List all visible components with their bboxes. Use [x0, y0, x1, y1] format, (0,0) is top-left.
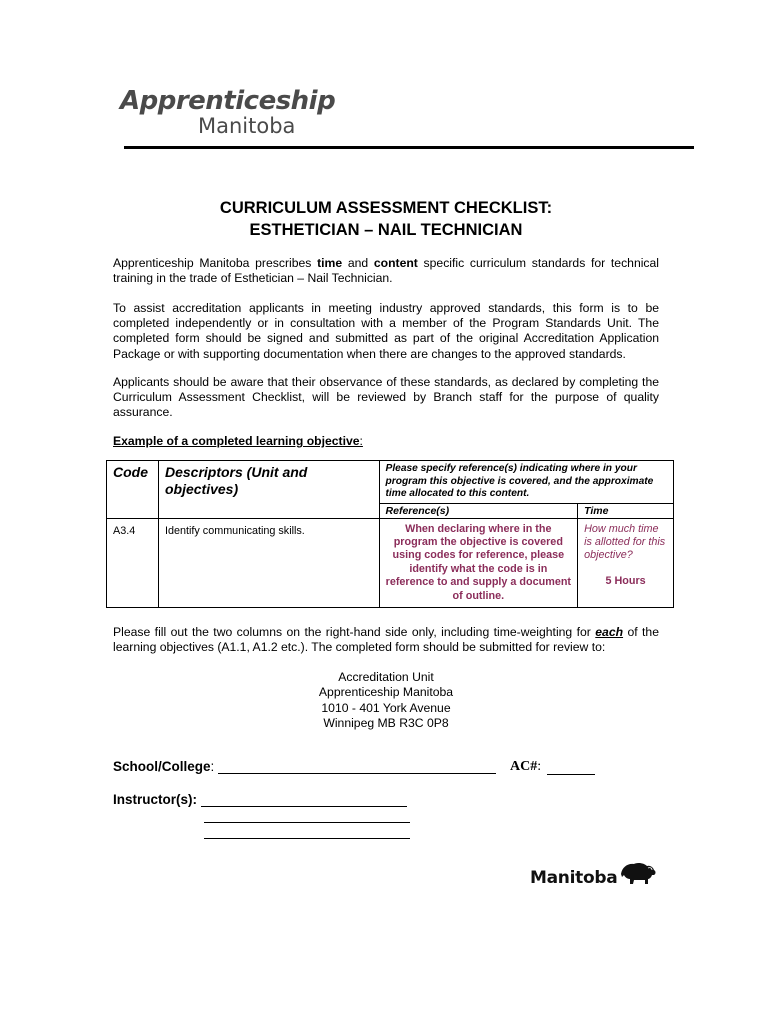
header-note: Please specify reference(s) indicating where in your program this objective is covered, and the approximate time allocated to this content.	[379, 461, 673, 504]
row-descriptor: Identify communicating skills.	[158, 518, 379, 607]
header-references: Reference(s)	[379, 503, 578, 518]
header-code: Code	[107, 461, 159, 519]
instructions-b: of the learning objectives (A1.1, A1.2 etc.). The completed form should be submitted for review to:	[113, 625, 659, 655]
p1-time: time	[317, 256, 343, 270]
school-input-line[interactable]	[218, 759, 496, 774]
header-descriptors: Descriptors (Unit and objectives)	[158, 461, 379, 519]
address-line-2: Apprenticeship Manitoba	[318, 685, 454, 700]
ac-label: AC#	[510, 759, 538, 774]
mailing-address	[110, 670, 662, 731]
instructor-input-line-3[interactable]	[204, 838, 410, 839]
school-colon: :	[210, 759, 215, 774]
logo-line-manitoba: Manitoba	[198, 114, 296, 138]
example-heading-text: Example of a completed learning objective	[113, 434, 360, 448]
example-heading	[113, 434, 363, 448]
row-time-hours: 5 Hours	[605, 574, 646, 587]
manitoba-wordmark: Manitoba	[530, 868, 618, 888]
manitoba-government-logo	[530, 860, 657, 888]
header-time: Time	[578, 503, 674, 518]
table-row	[107, 518, 674, 607]
p1-content: content	[373, 256, 418, 270]
school-label: School/College	[113, 759, 211, 774]
address-line-1: Accreditation Unit	[338, 670, 434, 684]
title-line-1: CURRICULUM ASSESSMENT CHECKLIST:	[219, 199, 553, 217]
row-time-question: How much time is allotted for this objective?	[584, 522, 666, 562]
table-header-row	[107, 461, 674, 504]
row-time	[578, 518, 674, 607]
address-line-4: Winnipeg MB R3C 0P8	[323, 715, 449, 730]
ac-input-line[interactable]	[547, 760, 595, 775]
ac-colon: :	[537, 759, 542, 774]
address-line-3: 1010 - 401 York Avenue	[321, 700, 451, 715]
instructions-paragraph	[113, 625, 659, 655]
intro-paragraph-1	[113, 256, 659, 286]
intro-paragraph-2: To assist accreditation applicants in meeting industry approved standards, this form is to be completed independently or in consultation with a member of the Program Standards Unit. The completed form should be signed and submitted as part of the original Accreditation Application Package or with supporting documentation when there are changes to the approved standards.	[113, 301, 659, 361]
example-heading-colon: :	[359, 434, 363, 448]
p1-text-b: specific curriculum standards for technical training in the trade of Esthetician – Nail Technician.	[113, 256, 660, 286]
ac-number-field	[510, 759, 595, 775]
p1-text-a: Apprenticeship Manitoba prescribes	[113, 256, 318, 270]
instructions-a: Please fill out the two columns on the right-hand side only, including time-weighting for	[113, 625, 596, 639]
bison-icon	[619, 860, 657, 886]
intro-paragraph-3: Applicants should be aware that their observance of these standards, as declared by completing the Curriculum Assessment Checklist, will be reviewed by Branch staff for the purpose of quality assurance.	[113, 375, 659, 420]
header-rule	[124, 146, 694, 149]
example-table	[106, 460, 674, 608]
instructor-input-line-2[interactable]	[204, 822, 410, 823]
instructor-input-line-1[interactable]	[201, 792, 407, 807]
instructions-each: each	[595, 625, 624, 639]
row-reference: When declaring where in the program the objective is covered using codes for reference, please identify what the code is in reference to and supply a document of outline.	[379, 518, 578, 607]
title-line-2: ESTHETICIAN – NAIL TECHNICIAN	[249, 221, 523, 239]
instructor-label: Instructor(s):	[113, 792, 197, 807]
apprenticeship-manitoba-logo	[120, 86, 335, 136]
page-title	[110, 197, 662, 241]
p1-and: and	[342, 256, 374, 270]
instructor-field	[113, 792, 407, 807]
row-code: A3.4	[107, 518, 159, 607]
logo-line-apprenticeship: Apprenticeship	[120, 86, 336, 116]
school-college-field	[113, 759, 496, 774]
